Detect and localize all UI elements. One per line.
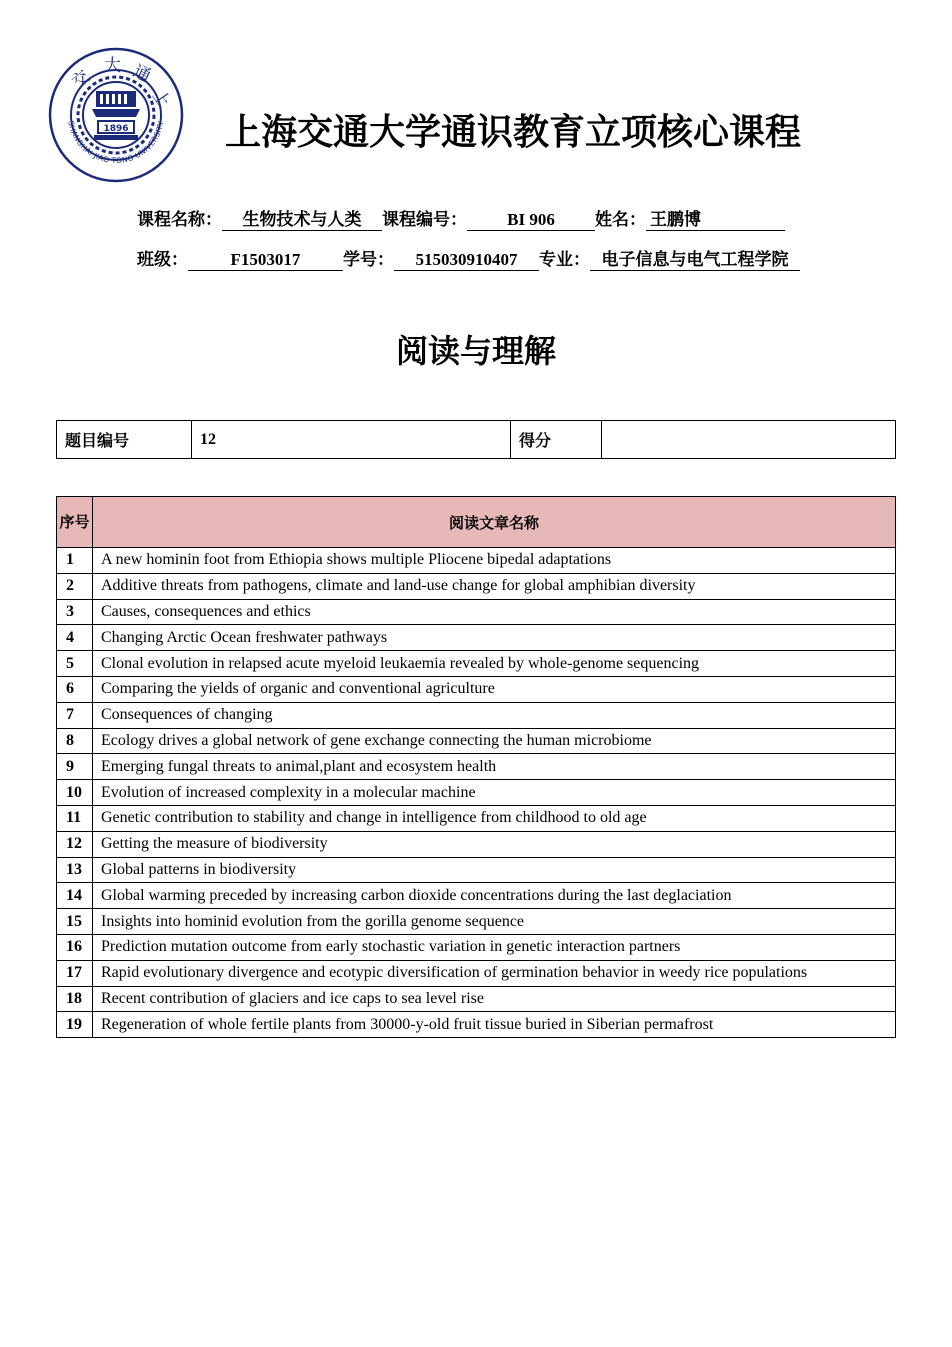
topic-number-value: 12: [192, 421, 511, 459]
emblem-year: 1896: [103, 124, 129, 134]
article-title: Consequences of changing: [93, 702, 896, 728]
row-number: 13: [57, 857, 93, 883]
table-row: [57, 573, 896, 599]
row-number: 19: [57, 1012, 93, 1038]
row-number: 16: [57, 934, 93, 960]
row-number: 4: [57, 625, 93, 651]
table-row: [57, 934, 896, 960]
student-name-label: 姓名：: [595, 210, 646, 230]
table-row: [57, 909, 896, 935]
row-number: 6: [57, 676, 93, 702]
table-row: [57, 625, 896, 651]
student-id-label: 学号：: [343, 250, 394, 270]
row-number: 14: [57, 883, 93, 909]
emblem-seal-char-4: 上: [147, 86, 175, 112]
table-row: [57, 728, 896, 754]
row-number: 15: [57, 909, 93, 935]
column-header-title: 阅读文章名称: [93, 497, 896, 548]
table-row: [57, 883, 896, 909]
class-value: F1503017: [188, 250, 343, 271]
table-row: [57, 960, 896, 986]
emblem-seal-char-1: 交: [68, 66, 95, 93]
row-number: 7: [57, 702, 93, 728]
article-title: Recent contribution of glaciers and ice caps to sea level rise: [93, 986, 896, 1012]
row-number: 2: [57, 573, 93, 599]
university-emblem-logo: [48, 47, 184, 183]
article-title: Global warming preceded by increasing carbon dioxide concentrations during the last deglaciation: [93, 883, 896, 909]
course-code-label: 课程编号：: [382, 210, 467, 230]
student-name-value: 王鹏博: [646, 210, 785, 231]
article-title: Additive threats from pathogens, climate and land-use change for global amphibian diversity: [93, 573, 896, 599]
article-title: Rapid evolutionary divergence and ecotypic diversification of germination behavior in weedy rice populations: [93, 960, 896, 986]
article-title: Evolution of increased complexity in a molecular machine: [93, 780, 896, 806]
table-row: [57, 548, 896, 574]
table-row: [57, 805, 896, 831]
document-title: 阅读与理解: [395, 332, 556, 370]
row-number: 1: [57, 548, 93, 574]
table-row: [57, 651, 896, 677]
course-info-line: [137, 205, 785, 231]
course-name-value: 生物技术与人类: [222, 210, 382, 231]
row-number: 3: [57, 599, 93, 625]
table-row: [57, 702, 896, 728]
row-number: 9: [57, 754, 93, 780]
table-row: [57, 754, 896, 780]
article-title: Comparing the yields of organic and conventional agriculture: [93, 676, 896, 702]
student-id-value: 515030910407: [394, 250, 539, 271]
table-row: [57, 676, 896, 702]
article-title: Changing Arctic Ocean freshwater pathways: [93, 625, 896, 651]
reading-list-body: [57, 548, 896, 1038]
student-info-line: [137, 245, 800, 271]
major-value: 电子信息与电气工程学院: [590, 250, 800, 271]
emblem-seal-char-2: 大: [104, 56, 121, 76]
table-row: [57, 857, 896, 883]
article-title: Causes, consequences and ethics: [93, 599, 896, 625]
emblem-ring-text: SHANGHAI JIAO TONG UNIVERSITY: [66, 120, 166, 166]
course-code-value: BI 906: [467, 210, 595, 231]
table-row: [57, 831, 896, 857]
row-number: 11: [57, 805, 93, 831]
row-number: 18: [57, 986, 93, 1012]
emblem-seal-char-3: 通: [129, 61, 154, 87]
row-number: 12: [57, 831, 93, 857]
reading-list-table: [56, 496, 896, 1038]
score-table: [56, 420, 896, 459]
table-row: [57, 1012, 896, 1038]
table-row: [57, 599, 896, 625]
table-row: [57, 780, 896, 806]
major-label: 专业：: [539, 250, 590, 270]
article-title: Prediction mutation outcome from early stochastic variation in genetic interaction partners: [93, 934, 896, 960]
article-title: Regeneration of whole fertile plants from 30000-y-old fruit tissue buried in Siberian permafrost: [93, 1012, 896, 1038]
course-name-label: 课程名称：: [137, 210, 222, 230]
column-header-number: 序号: [57, 497, 93, 548]
article-title: A new hominin foot from Ethiopia shows multiple Pliocene bipedal adaptations: [93, 548, 896, 574]
article-title: Global patterns in biodiversity: [93, 857, 896, 883]
article-title: Genetic contribution to stability and change in intelligence from childhood to old age: [93, 805, 896, 831]
article-title: Emerging fungal threats to animal,plant and ecosystem health: [93, 754, 896, 780]
score-value: [602, 421, 896, 459]
article-title: Insights into hominid evolution from the gorilla genome sequence: [93, 909, 896, 935]
topic-number-label: 题目编号: [57, 421, 192, 459]
row-number: 5: [57, 651, 93, 677]
class-label: 班级：: [137, 250, 188, 270]
article-title: Ecology drives a global network of gene exchange connecting the human microbiome: [93, 728, 896, 754]
university-course-title: 上海交通大学通识教育立项核心课程: [225, 112, 802, 153]
row-number: 10: [57, 780, 93, 806]
score-label: 得分: [511, 421, 602, 459]
article-title: Clonal evolution in relapsed acute myeloid leukaemia revealed by whole-genome sequencing: [93, 651, 896, 677]
row-number: 17: [57, 960, 93, 986]
table-row: [57, 986, 896, 1012]
row-number: 8: [57, 728, 93, 754]
article-title: Getting the measure of biodiversity: [93, 831, 896, 857]
